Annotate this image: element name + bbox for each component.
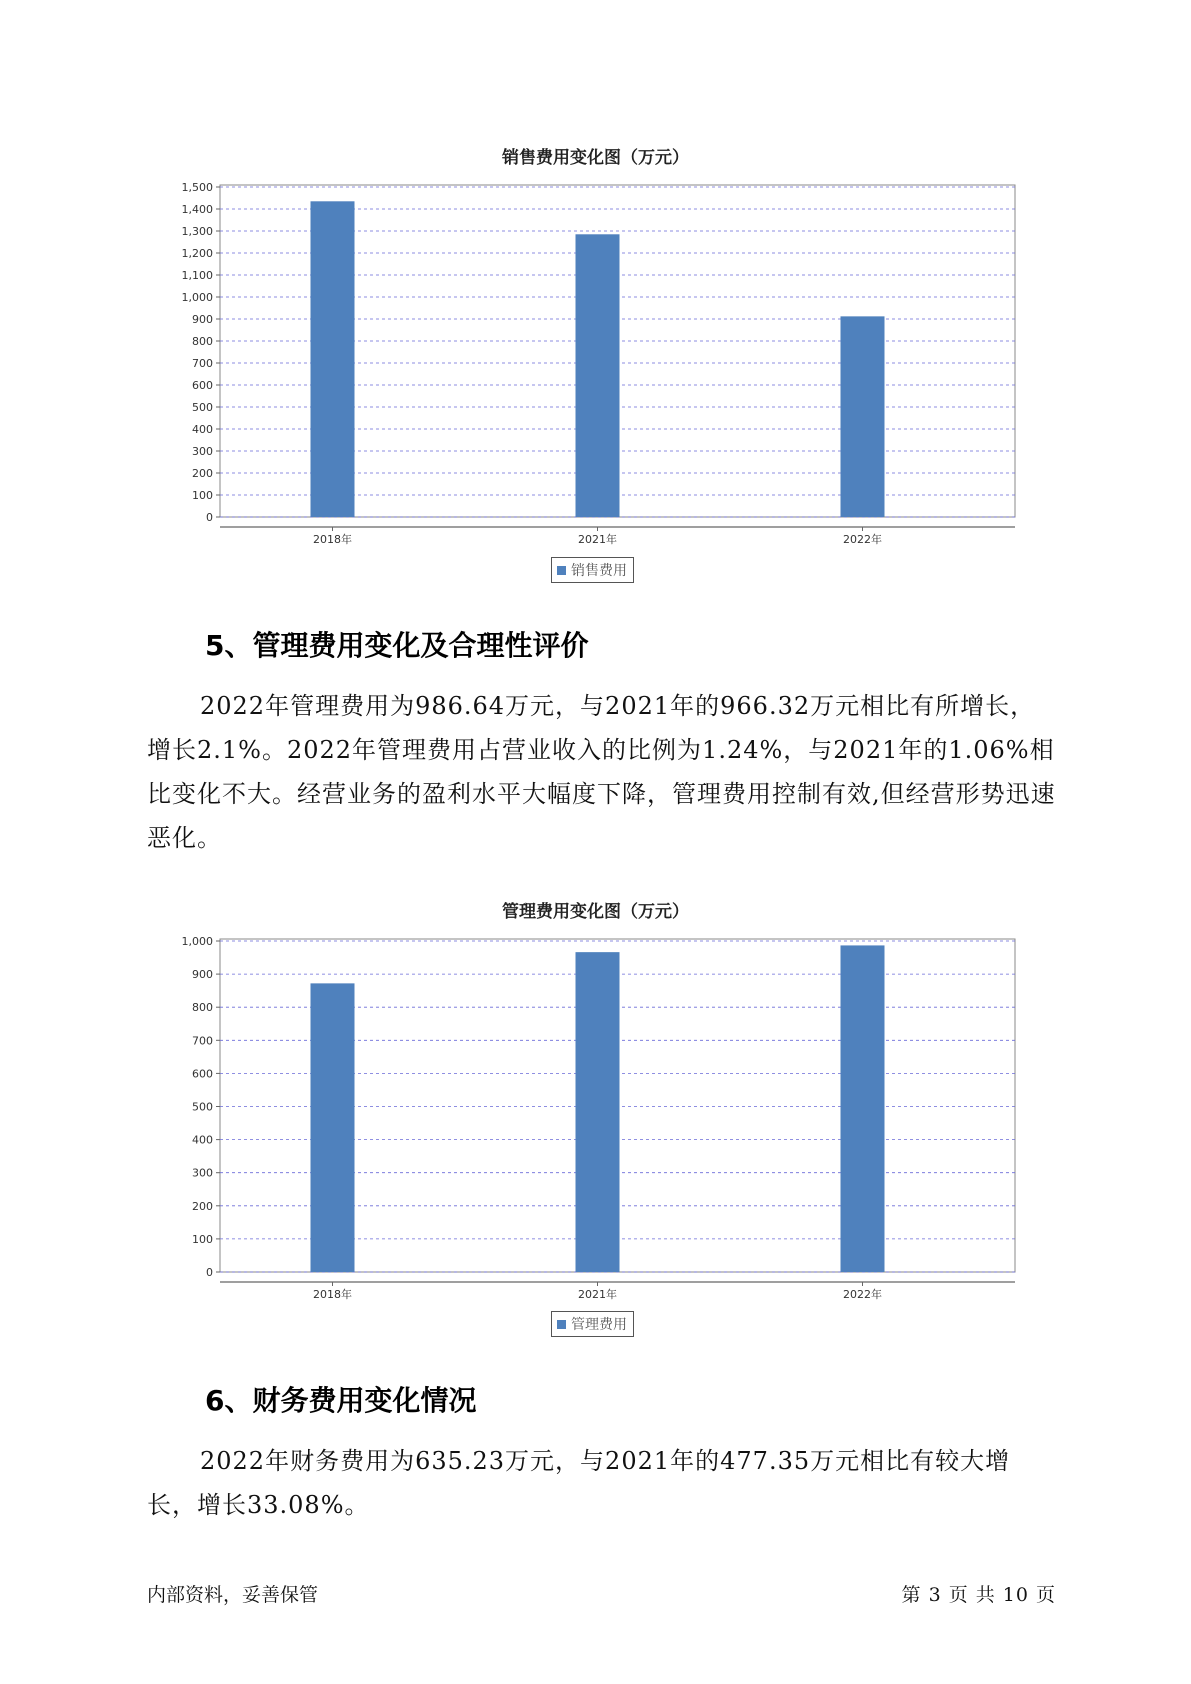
y-tick-label: 1,000 <box>181 291 213 304</box>
y-tick-label: 1,400 <box>181 203 213 216</box>
bar <box>841 945 885 1272</box>
bar <box>311 983 355 1272</box>
x-tick-label: 2018年 <box>313 1288 352 1301</box>
y-tick-label: 0 <box>206 1266 213 1279</box>
y-tick-label: 900 <box>192 313 213 326</box>
x-tick-label: 2021年 <box>578 533 617 546</box>
x-tick-label: 2022年 <box>843 1288 882 1301</box>
y-tick-label: 800 <box>192 1001 213 1015</box>
y-tick-label: 500 <box>192 1100 213 1114</box>
chart-title: 销售费用变化图（万元） <box>502 148 689 168</box>
x-tick-label: 2021年 <box>578 1288 617 1301</box>
y-tick-label: 1,300 <box>181 225 213 238</box>
chart-legend <box>551 1311 634 1337</box>
y-tick-label: 300 <box>192 1166 213 1180</box>
y-tick-label: 1,000 <box>181 935 213 948</box>
footer-confidential: 内部资料，妥善保管 <box>147 1584 319 1606</box>
section-5-heading: 5、管理费用变化及合理性评价 <box>205 629 589 662</box>
x-tick-label: 2022年 <box>843 533 882 546</box>
x-tick-label: 2018年 <box>313 533 352 546</box>
y-tick-label: 1,100 <box>181 269 213 282</box>
section-6-heading: 6、财务费用变化情况 <box>205 1384 477 1417</box>
footer-page-number: 第 3 页 共 10 页 <box>901 1584 1056 1606</box>
bar <box>576 952 620 1272</box>
legend-label: 销售费用 <box>571 563 627 579</box>
chart-title: 管理费用变化图（万元） <box>502 902 689 922</box>
y-tick-label: 1,200 <box>181 247 213 260</box>
y-tick-label: 700 <box>192 357 213 370</box>
y-tick-label: 600 <box>192 1067 213 1081</box>
y-tick-label: 0 <box>206 511 213 524</box>
y-tick-label: 400 <box>192 423 213 436</box>
y-tick-label: 900 <box>192 968 213 982</box>
y-tick-label: 200 <box>192 467 213 480</box>
y-tick-label: 100 <box>192 1232 213 1246</box>
section-6-paragraph: 2022年财务费用为635.23万元，与2021年的477.35万元相比有较大增长，增长33.08%。 <box>147 1447 1011 1519</box>
y-tick-label: 500 <box>192 401 213 414</box>
y-tick-label: 300 <box>192 445 213 458</box>
y-tick-label: 700 <box>192 1034 213 1048</box>
y-tick-label: 800 <box>192 335 213 348</box>
y-tick-label: 600 <box>192 379 213 392</box>
y-tick-label: 200 <box>192 1199 213 1213</box>
y-tick-label: 100 <box>192 489 213 502</box>
section-5-paragraph: 2022年管理费用为986.64万元，与2021年的966.32万元相比有所增长，增长2.1%。2022年管理费用占营业收入的比例为1.24%，与2021年的1.06%相比变化不大。经营业务的盈利水平大幅度下降，管理费用控制有效,但经营形势迅速恶化。 <box>147 692 1056 852</box>
legend-swatch <box>557 1320 566 1329</box>
y-tick-label: 1,500 <box>181 181 213 194</box>
legend-label: 管理费用 <box>571 1317 627 1333</box>
y-tick-label: 400 <box>192 1133 213 1147</box>
